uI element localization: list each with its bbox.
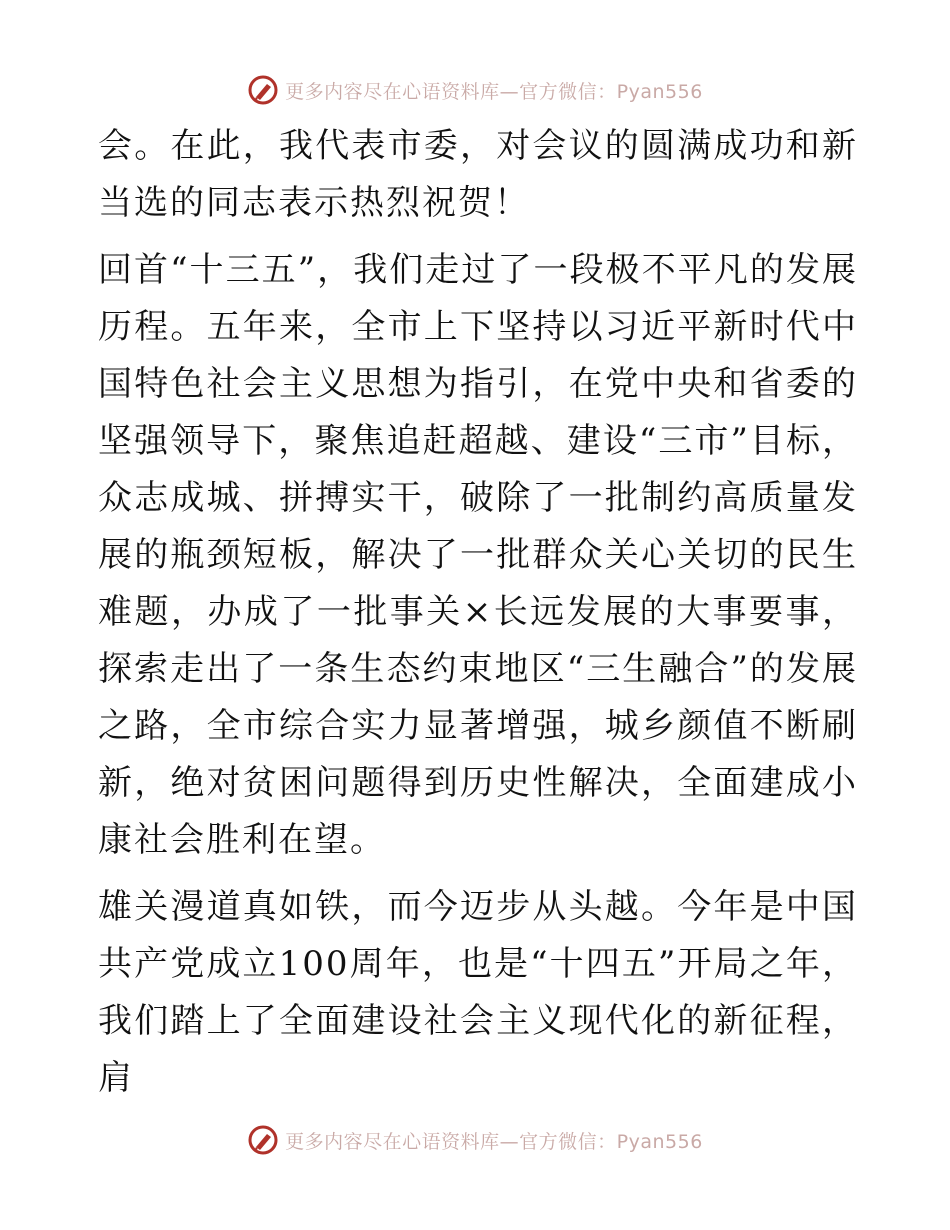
document-body xyxy=(98,118,858,1107)
paragraph-2: 回首“十三五”，我们走过了一段极不平凡的发展历程。五年来，全市上下坚持以习近平新时代中国特色社会主义思想为指引，在党中央和省委的坚强领导下，聚焦追赶超越、建设“三市”目标，众志成城、拼搏实干，破除了一批制约高质量发展的瓶颈短板，解决了一批群众关心关切的民生难题，办成了一批事关×长远发展的大事要事，探索走出了一条生态约束地区“三生融合”的发展之路，全市综合实力显著增强，城乡颜值不断刷新，绝对贫困问题得到历史性解决，全面建成小康社会胜利在望。 xyxy=(98,250,858,860)
footer-watermark xyxy=(0,1120,950,1160)
pen-logo-icon xyxy=(247,74,279,106)
paragraph-3: 雄关漫道真如铁，而今迈步从头越。今年是中国共产党成立100周年，也是“十四五”开局之年，我们踏上了全面建设社会主义现代化的新征程，肩 xyxy=(98,887,858,1098)
watermark-text: 更多内容尽在心语资料库—官方微信：Pyan556 xyxy=(285,1130,703,1153)
pen-logo-icon xyxy=(247,1124,279,1156)
paragraph-1: 会。在此，我代表市委，对会议的圆满成功和新当选的同志表示热烈祝贺！ xyxy=(98,126,858,223)
header-watermark xyxy=(0,70,950,110)
watermark-text: 更多内容尽在心语资料库—官方微信：Pyan556 xyxy=(285,80,703,103)
